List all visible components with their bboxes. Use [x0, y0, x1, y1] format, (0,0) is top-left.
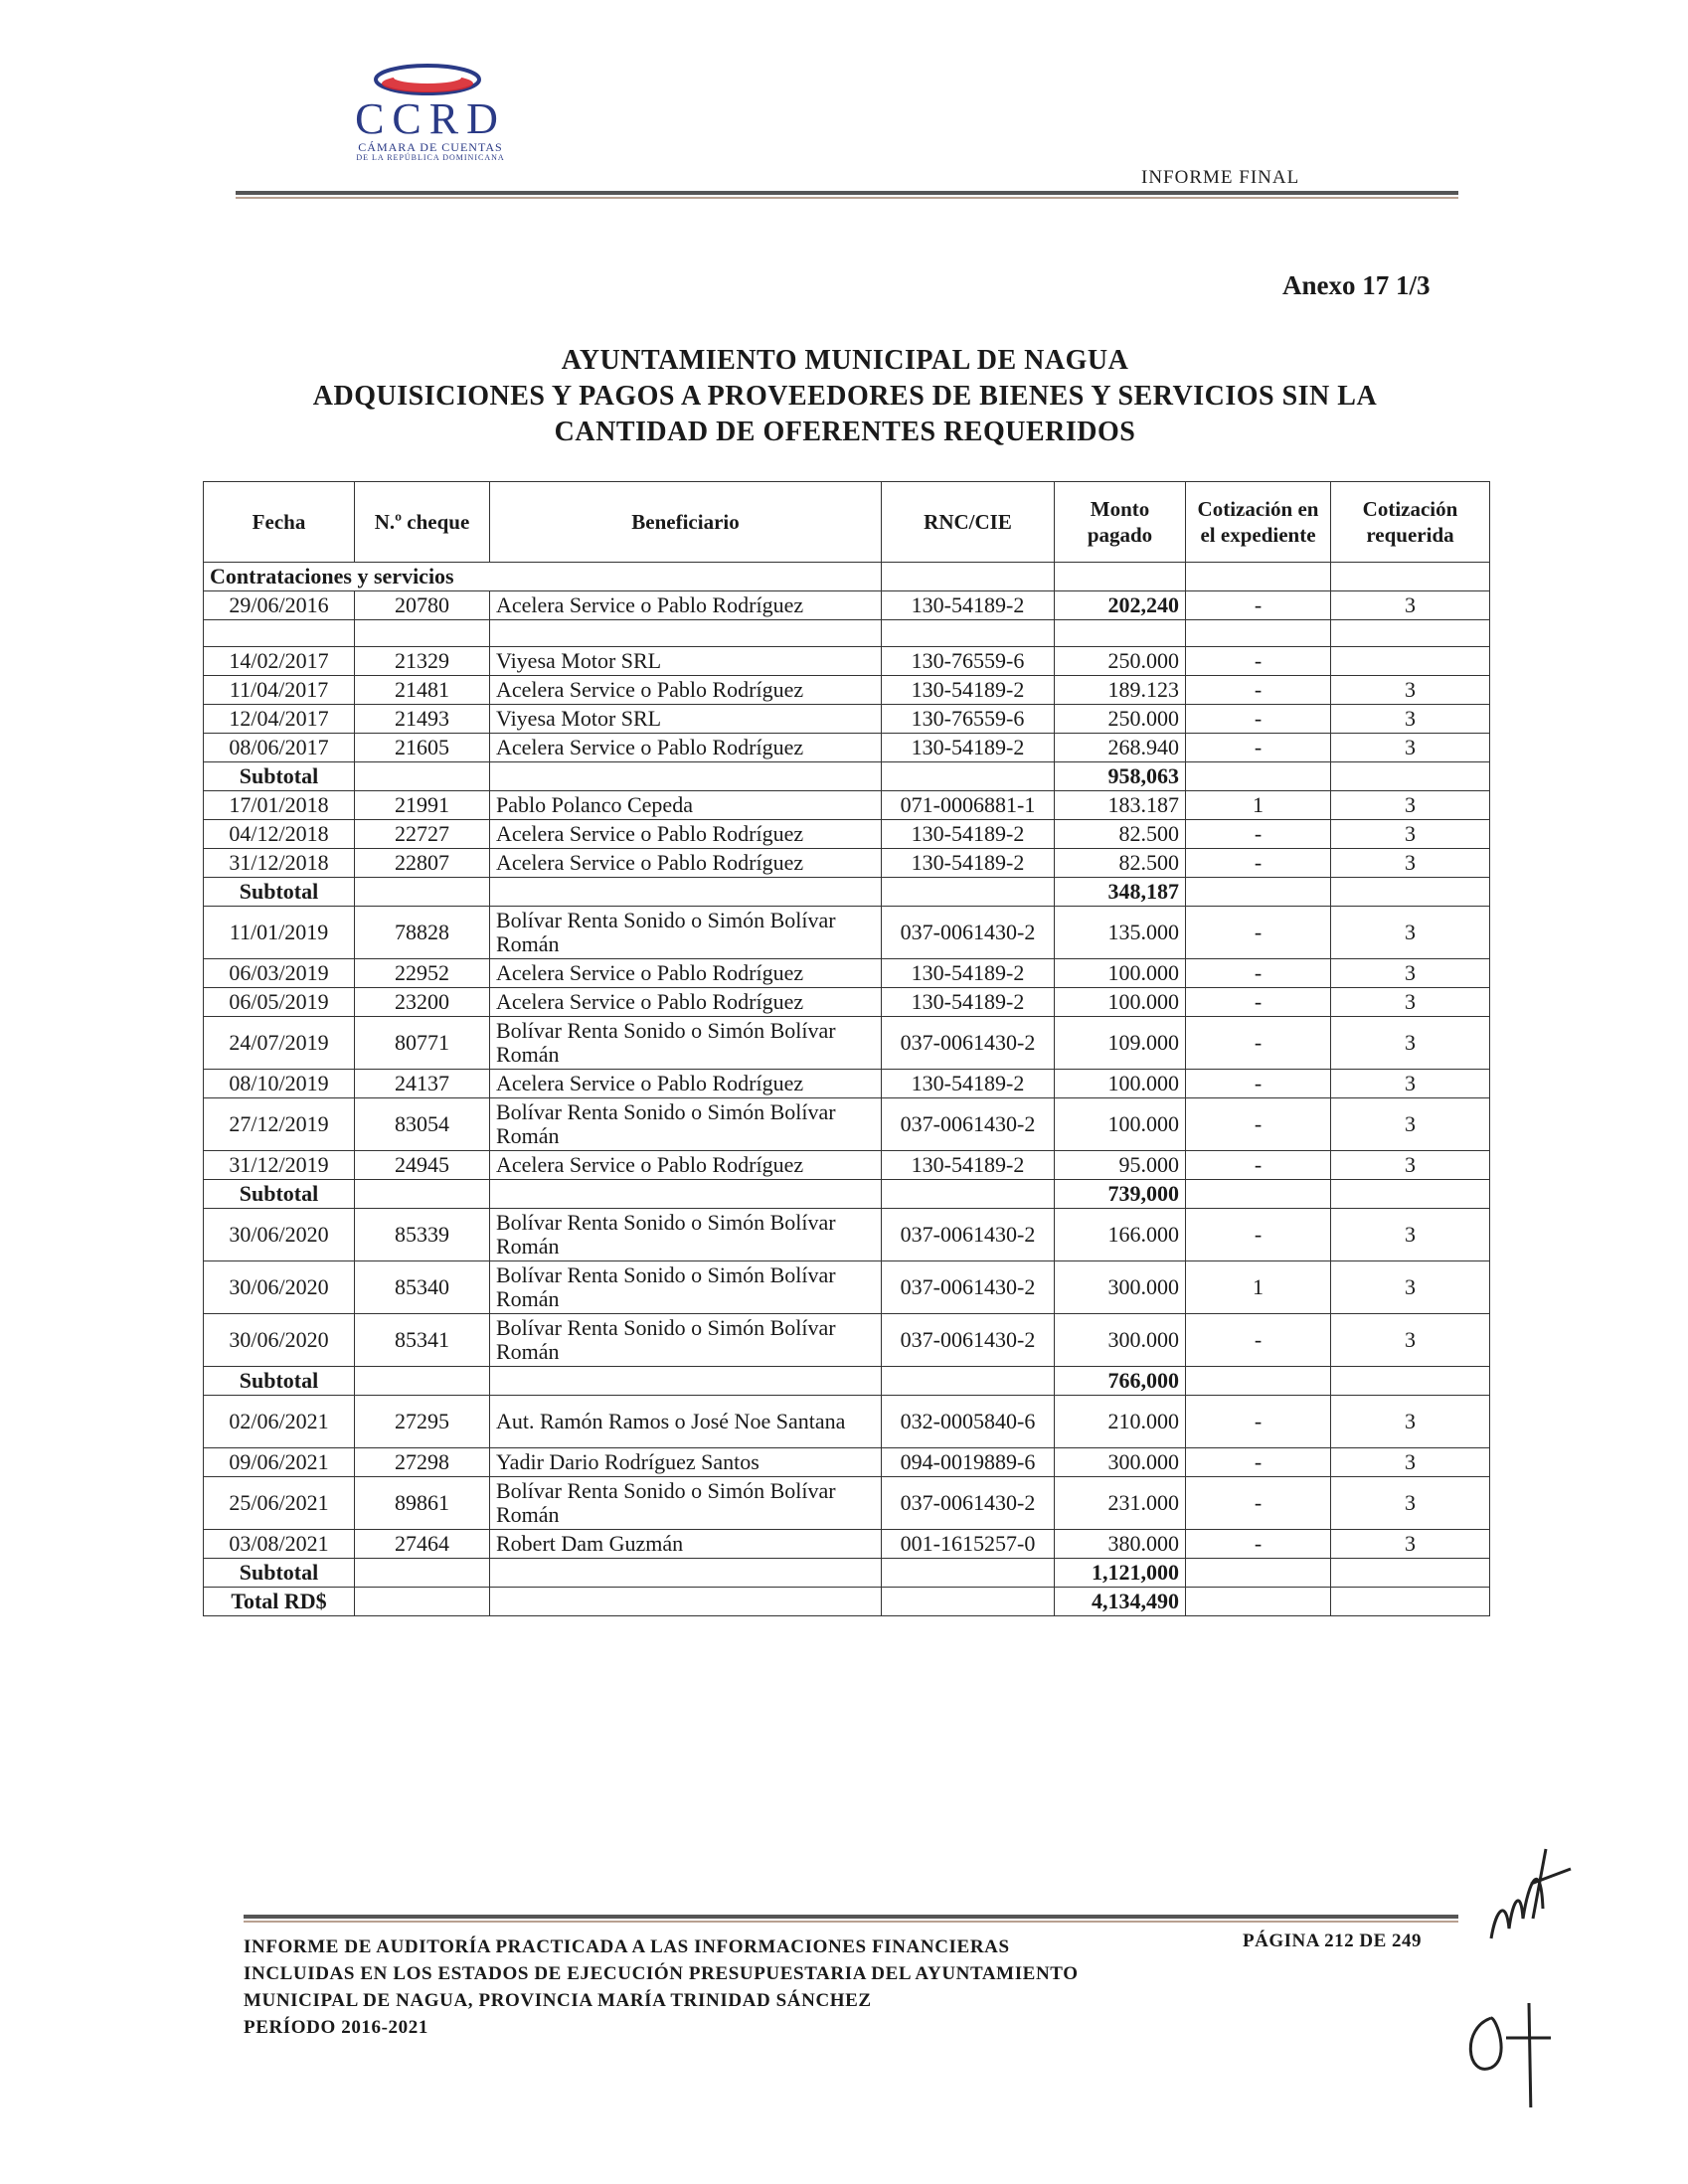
table-row [204, 907, 1490, 959]
logo-subtitle: CÁMARA DE CUENTAS [358, 140, 503, 154]
cell-monto: 231.000 [1055, 1477, 1186, 1530]
empty-cell [490, 620, 882, 647]
empty-cell [1331, 1559, 1490, 1588]
cell-fecha: 30/06/2020 [204, 1261, 355, 1314]
title-line-2: ADQUISICIONES Y PAGOS A PROVEEDORES DE BIENES Y SERVICIOS SIN LA [312, 381, 1378, 412]
cell-rnc: 130-54189-2 [882, 988, 1055, 1017]
subtotal-row-value: 739,000 [1055, 1180, 1186, 1209]
empty-cell [355, 1588, 490, 1616]
cell-rnc: 071-0006881-1 [882, 791, 1055, 820]
cell-cot-req: 3 [1331, 1151, 1490, 1180]
title-line-1: AYUNTAMIENTO MUNICIPAL DE NAGUA [561, 345, 1129, 376]
cell-beneficiario: Acelera Service o Pablo Rodríguez [490, 591, 882, 620]
cell-monto: 100.000 [1055, 988, 1186, 1017]
empty-cell [1186, 1367, 1331, 1396]
page-number: PÁGINA 212 DE 249 [1243, 1931, 1423, 1951]
footer-line-2: INCLUIDAS EN LOS ESTADOS DE EJECUCIÓN PRESUPUESTARIA DEL AYUNTAMIENTO [244, 1963, 1079, 1984]
cell-beneficiario: Bolívar Renta Sonido o Simón Bolívar Román [490, 1314, 882, 1367]
cell-rnc: 130-54189-2 [882, 591, 1055, 620]
cell-rnc: 037-0061430-2 [882, 907, 1055, 959]
cell-fecha: 08/06/2017 [204, 734, 355, 762]
cell-beneficiario: Bolívar Renta Sonido o Simón Bolívar Román [490, 1098, 882, 1151]
empty-cell [1055, 563, 1186, 591]
cell-cot-exp: - [1186, 959, 1331, 988]
cell-beneficiario: Aut. Ramón Ramos o José Noe Santana [490, 1396, 882, 1448]
cell-rnc: 130-54189-2 [882, 1070, 1055, 1098]
cell-fecha: 31/12/2019 [204, 1151, 355, 1180]
cell-cot-exp: - [1186, 647, 1331, 676]
cell-monto: 109.000 [1055, 1017, 1186, 1070]
subtotal-row-value: 348,187 [1055, 878, 1186, 907]
cell-monto: 100.000 [1055, 959, 1186, 988]
cell-beneficiario: Viyesa Motor SRL [490, 705, 882, 734]
table-row [204, 1477, 1490, 1530]
cell-cot-req: 3 [1331, 820, 1490, 849]
table-row [204, 1017, 1490, 1070]
cell-fecha: 11/01/2019 [204, 907, 355, 959]
section-row [204, 563, 1490, 591]
total-row-value: 4,134,490 [1055, 1588, 1186, 1616]
cell-cot-req: 3 [1331, 959, 1490, 988]
cell-cheque: 23200 [355, 988, 490, 1017]
empty-cell [1186, 563, 1331, 591]
cell-cot-req: 3 [1331, 1396, 1490, 1448]
cell-fecha: 03/08/2021 [204, 1530, 355, 1559]
cell-rnc: 032-0005840-6 [882, 1396, 1055, 1448]
cell-beneficiario: Bolívar Renta Sonido o Simón Bolívar Román [490, 907, 882, 959]
cell-cot-req: 3 [1331, 1070, 1490, 1098]
cell-monto: 183.187 [1055, 791, 1186, 820]
cell-rnc: 130-54189-2 [882, 820, 1055, 849]
cell-cot-req: 3 [1331, 1209, 1490, 1261]
cell-fecha: 30/06/2020 [204, 1209, 355, 1261]
cell-cheque: 27298 [355, 1448, 490, 1477]
cell-cheque: 21493 [355, 705, 490, 734]
empty-cell [204, 620, 355, 647]
cell-rnc: 037-0061430-2 [882, 1477, 1055, 1530]
empty-cell [490, 1180, 882, 1209]
cell-cot-req: 3 [1331, 705, 1490, 734]
logo-text: CCRD [355, 94, 506, 143]
cell-cot-exp: - [1186, 1477, 1331, 1530]
empty-cell [1186, 1180, 1331, 1209]
cell-rnc: 130-54189-2 [882, 1151, 1055, 1180]
table-row [204, 1209, 1490, 1261]
footer-divider-accent [244, 1921, 1458, 1923]
table-row [204, 1261, 1490, 1314]
empty-cell [490, 1559, 882, 1588]
cell-cheque: 21605 [355, 734, 490, 762]
empty-cell [1331, 620, 1490, 647]
cell-rnc: 130-54189-2 [882, 849, 1055, 878]
empty-cell [355, 1180, 490, 1209]
cell-beneficiario: Yadir Dario Rodríguez Santos [490, 1448, 882, 1477]
cell-cheque: 21481 [355, 676, 490, 705]
cell-rnc: 130-76559-6 [882, 705, 1055, 734]
cell-cot-req: 3 [1331, 1314, 1490, 1367]
cell-beneficiario: Acelera Service o Pablo Rodríguez [490, 676, 882, 705]
cell-rnc: 037-0061430-2 [882, 1017, 1055, 1070]
cell-cot-exp: - [1186, 1017, 1331, 1070]
cell-cheque: 20780 [355, 591, 490, 620]
cell-fecha: 27/12/2019 [204, 1098, 355, 1151]
table-row [204, 1396, 1490, 1448]
subtotal-row-label: Subtotal [204, 1559, 355, 1588]
blank-row [204, 620, 1490, 647]
table-row [204, 705, 1490, 734]
empty-cell [355, 878, 490, 907]
empty-cell [1331, 563, 1490, 591]
total-row-label: Total RD$ [204, 1588, 355, 1616]
cell-cot-req: 3 [1331, 1477, 1490, 1530]
cell-fecha: 31/12/2018 [204, 849, 355, 878]
annex-label: Anexo 17 1/3 [1282, 270, 1431, 300]
cell-cot-exp: - [1186, 1151, 1331, 1180]
cell-monto: 268.940 [1055, 734, 1186, 762]
table-row [204, 1530, 1490, 1559]
cell-cot-req: 3 [1331, 1017, 1490, 1070]
footer-line-3: MUNICIPAL DE NAGUA, PROVINCIA MARÍA TRINIDAD SÁNCHEZ [244, 1990, 872, 2011]
subtotal-row [204, 1180, 1490, 1209]
table-header-row [204, 482, 1490, 563]
cell-cheque: 89861 [355, 1477, 490, 1530]
cell-beneficiario: Bolívar Renta Sonido o Simón Bolívar Román [490, 1017, 882, 1070]
empty-cell [1186, 878, 1331, 907]
subtotal-row-label: Subtotal [204, 1180, 355, 1209]
table-row [204, 1314, 1490, 1367]
cell-cot-req: 3 [1331, 1098, 1490, 1151]
cell-cheque: 27464 [355, 1530, 490, 1559]
cell-cot-exp: - [1186, 591, 1331, 620]
signature-initials [1451, 1789, 1610, 2107]
empty-cell [882, 878, 1055, 907]
subtotal-row [204, 878, 1490, 907]
cell-cheque: 85341 [355, 1314, 490, 1367]
empty-cell [355, 1559, 490, 1588]
cell-cheque: 24137 [355, 1070, 490, 1098]
empty-cell [1331, 1180, 1490, 1209]
cell-cot-req: 3 [1331, 907, 1490, 959]
subtotal-row [204, 762, 1490, 791]
section-label: Contrataciones y servicios [204, 563, 882, 591]
cell-monto: 189.123 [1055, 676, 1186, 705]
empty-cell [1186, 620, 1331, 647]
footer-text [244, 1933, 1238, 2041]
cell-cot-req [1331, 647, 1490, 676]
col-header-cot-exp: Cotización en el expediente [1186, 482, 1331, 563]
col-header-cot-req: Cotización requerida [1331, 482, 1490, 563]
cell-beneficiario: Acelera Service o Pablo Rodríguez [490, 959, 882, 988]
cell-monto: 100.000 [1055, 1098, 1186, 1151]
cell-cot-req: 3 [1331, 1530, 1490, 1559]
cell-fecha: 29/06/2016 [204, 591, 355, 620]
document-title [239, 343, 1451, 450]
empty-cell [1331, 762, 1490, 791]
empty-cell [355, 1367, 490, 1396]
cell-rnc: 037-0061430-2 [882, 1098, 1055, 1151]
subtotal-row [204, 1559, 1490, 1588]
cell-cheque: 22807 [355, 849, 490, 878]
empty-cell [490, 762, 882, 791]
empty-cell [1331, 1367, 1490, 1396]
table-row [204, 1151, 1490, 1180]
cell-monto: 202,240 [1055, 591, 1186, 620]
col-header-rnc: RNC/CIE [882, 482, 1055, 563]
cell-monto: 100.000 [1055, 1070, 1186, 1098]
cell-cheque: 21329 [355, 647, 490, 676]
cell-cheque: 85340 [355, 1261, 490, 1314]
cell-cheque: 85339 [355, 1209, 490, 1261]
report-label: INFORME FINAL [1141, 167, 1300, 188]
cell-fecha: 09/06/2021 [204, 1448, 355, 1477]
cell-cot-req: 3 [1331, 791, 1490, 820]
empty-cell [1186, 762, 1331, 791]
cell-cot-exp: - [1186, 676, 1331, 705]
cell-cot-req: 3 [1331, 591, 1490, 620]
logo-subtitle-2: DE LA REPÚBLICA DOMINICANA [356, 153, 505, 162]
cell-cot-exp: - [1186, 820, 1331, 849]
cell-monto: 135.000 [1055, 907, 1186, 959]
footer-line-1: INFORME DE AUDITORÍA PRACTICADA A LAS INFORMACIONES FINANCIERAS [244, 1936, 1010, 1957]
cell-beneficiario: Bolívar Renta Sonido o Simón Bolívar Román [490, 1477, 882, 1530]
cell-fecha: 14/02/2017 [204, 647, 355, 676]
footer-line-4: PERÍODO 2016-2021 [244, 2017, 428, 2038]
cell-cheque: 83054 [355, 1098, 490, 1151]
cell-cot-exp: 1 [1186, 791, 1331, 820]
empty-cell [882, 620, 1055, 647]
cell-fecha: 04/12/2018 [204, 820, 355, 849]
cell-cot-req: 3 [1331, 676, 1490, 705]
empty-cell [882, 1180, 1055, 1209]
cell-fecha: 11/04/2017 [204, 676, 355, 705]
subtotal-row-label: Subtotal [204, 1367, 355, 1396]
cell-rnc: 130-54189-2 [882, 734, 1055, 762]
empty-cell [355, 620, 490, 647]
col-header-beneficiario: Beneficiario [490, 482, 882, 563]
table-row [204, 1070, 1490, 1098]
cell-cot-exp: - [1186, 988, 1331, 1017]
header-divider-accent [236, 197, 1458, 199]
cell-rnc: 037-0061430-2 [882, 1209, 1055, 1261]
cell-cot-exp: - [1186, 849, 1331, 878]
cell-beneficiario: Robert Dam Guzmán [490, 1530, 882, 1559]
subtotal-row [204, 1367, 1490, 1396]
empty-cell [490, 1588, 882, 1616]
cell-beneficiario: Acelera Service o Pablo Rodríguez [490, 1070, 882, 1098]
title-line-3: CANTIDAD DE OFERENTES REQUERIDOS [554, 417, 1136, 447]
cell-cot-exp: 1 [1186, 1261, 1331, 1314]
cell-beneficiario: Acelera Service o Pablo Rodríguez [490, 820, 882, 849]
cell-monto: 250.000 [1055, 705, 1186, 734]
cell-fecha: 25/06/2021 [204, 1477, 355, 1530]
cell-cot-exp: - [1186, 1070, 1331, 1098]
payments-table [203, 481, 1490, 1616]
subtotal-row-label: Subtotal [204, 878, 355, 907]
cell-fecha: 30/06/2020 [204, 1314, 355, 1367]
cell-cot-exp: - [1186, 705, 1331, 734]
cell-monto: 166.000 [1055, 1209, 1186, 1261]
cell-cot-exp: - [1186, 1448, 1331, 1477]
cell-fecha: 06/05/2019 [204, 988, 355, 1017]
cell-rnc: 001-1615257-0 [882, 1530, 1055, 1559]
empty-cell [1331, 878, 1490, 907]
table-row [204, 820, 1490, 849]
cell-monto: 300.000 [1055, 1261, 1186, 1314]
cell-monto: 250.000 [1055, 647, 1186, 676]
cell-cheque: 27295 [355, 1396, 490, 1448]
header-divider [236, 191, 1458, 195]
empty-cell [882, 1367, 1055, 1396]
table-row [204, 591, 1490, 620]
table-row [204, 849, 1490, 878]
cell-fecha: 02/06/2021 [204, 1396, 355, 1448]
cell-rnc: 037-0061430-2 [882, 1314, 1055, 1367]
cell-fecha: 24/07/2019 [204, 1017, 355, 1070]
cell-cot-req: 3 [1331, 849, 1490, 878]
cell-beneficiario: Pablo Polanco Cepeda [490, 791, 882, 820]
empty-cell [1186, 1588, 1331, 1616]
table-row [204, 791, 1490, 820]
cell-cot-exp: - [1186, 1396, 1331, 1448]
cell-fecha: 17/01/2018 [204, 791, 355, 820]
cell-monto: 300.000 [1055, 1448, 1186, 1477]
cell-cheque: 22727 [355, 820, 490, 849]
table-row [204, 676, 1490, 705]
cell-rnc: 130-76559-6 [882, 647, 1055, 676]
cell-beneficiario: Bolívar Renta Sonido o Simón Bolívar Román [490, 1209, 882, 1261]
col-header-fecha: Fecha [204, 482, 355, 563]
cell-cot-exp: - [1186, 1209, 1331, 1261]
empty-cell [882, 762, 1055, 791]
cell-cheque: 22952 [355, 959, 490, 988]
cell-cot-req: 3 [1331, 988, 1490, 1017]
table-row [204, 1098, 1490, 1151]
table-row [204, 647, 1490, 676]
table-row [204, 988, 1490, 1017]
cell-monto: 380.000 [1055, 1530, 1186, 1559]
empty-cell [882, 1559, 1055, 1588]
cell-rnc: 094-0019889-6 [882, 1448, 1055, 1477]
subtotal-row-label: Subtotal [204, 762, 355, 791]
subtotal-row-value: 958,063 [1055, 762, 1186, 791]
cell-fecha: 06/03/2019 [204, 959, 355, 988]
cell-fecha: 08/10/2019 [204, 1070, 355, 1098]
cell-rnc: 130-54189-2 [882, 959, 1055, 988]
empty-cell [490, 1367, 882, 1396]
cell-beneficiario: Acelera Service o Pablo Rodríguez [490, 1151, 882, 1180]
cell-beneficiario: Viyesa Motor SRL [490, 647, 882, 676]
total-row [204, 1588, 1490, 1616]
cell-beneficiario: Acelera Service o Pablo Rodríguez [490, 734, 882, 762]
cell-beneficiario: Acelera Service o Pablo Rodríguez [490, 988, 882, 1017]
footer-divider [244, 1915, 1458, 1919]
cell-fecha: 12/04/2017 [204, 705, 355, 734]
cell-cot-exp: - [1186, 1314, 1331, 1367]
empty-cell [1055, 620, 1186, 647]
col-header-monto: Monto pagado [1055, 482, 1186, 563]
cell-rnc: 037-0061430-2 [882, 1261, 1055, 1314]
cell-cheque: 24945 [355, 1151, 490, 1180]
subtotal-row-value: 766,000 [1055, 1367, 1186, 1396]
subtotal-row-value: 1,121,000 [1055, 1559, 1186, 1588]
cell-monto: 210.000 [1055, 1396, 1186, 1448]
table-row [204, 734, 1490, 762]
cell-cot-exp: - [1186, 1530, 1331, 1559]
cell-rnc: 130-54189-2 [882, 676, 1055, 705]
empty-cell [1186, 1559, 1331, 1588]
cell-monto: 300.000 [1055, 1314, 1186, 1367]
cell-cot-req: 3 [1331, 734, 1490, 762]
cell-cot-exp: - [1186, 907, 1331, 959]
cell-cheque: 78828 [355, 907, 490, 959]
cell-cheque: 21991 [355, 791, 490, 820]
col-header-cheque: N.º cheque [355, 482, 490, 563]
empty-cell [355, 762, 490, 791]
empty-cell [1331, 1588, 1490, 1616]
cell-monto: 82.500 [1055, 849, 1186, 878]
cell-cot-req: 3 [1331, 1448, 1490, 1477]
table-row [204, 1448, 1490, 1477]
cell-cheque: 80771 [355, 1017, 490, 1070]
cell-cot-exp: - [1186, 734, 1331, 762]
cell-beneficiario: Bolívar Renta Sonido o Simón Bolívar Román [490, 1261, 882, 1314]
empty-cell [882, 1588, 1055, 1616]
table-row [204, 959, 1490, 988]
empty-cell [882, 563, 1055, 591]
cell-beneficiario: Acelera Service o Pablo Rodríguez [490, 849, 882, 878]
empty-cell [490, 878, 882, 907]
cell-cot-exp: - [1186, 1098, 1331, 1151]
cell-monto: 95.000 [1055, 1151, 1186, 1180]
cell-monto: 82.500 [1055, 820, 1186, 849]
cell-cot-req: 3 [1331, 1261, 1490, 1314]
